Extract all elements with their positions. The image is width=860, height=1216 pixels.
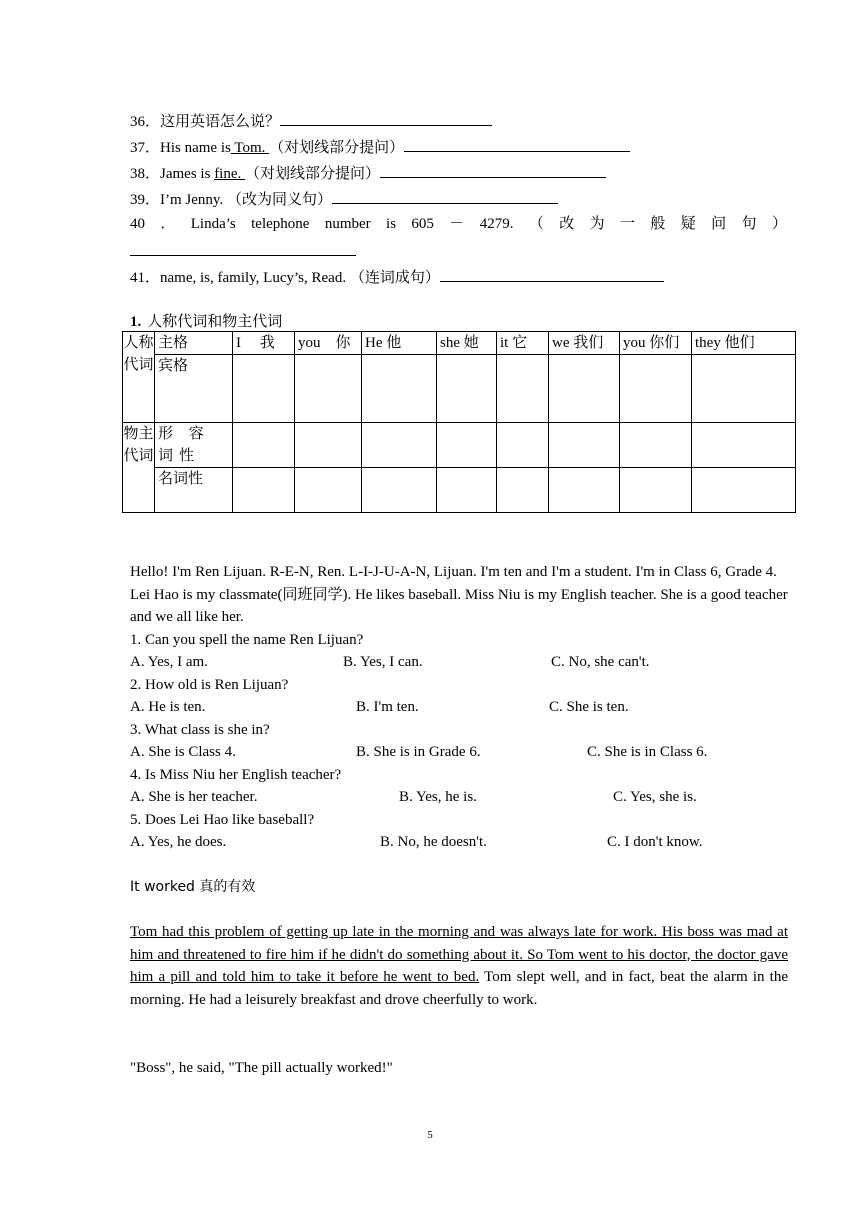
option-c[interactable]: C. I don't know. xyxy=(607,834,703,850)
reading-question-1: 1. Can you spell the name Ren Lijuan? xyxy=(130,632,364,648)
story-title: It worked 真的有效 xyxy=(130,879,256,895)
section-heading: 人称代词和物主代词 xyxy=(147,314,283,330)
page-number: 5 xyxy=(427,1129,433,1141)
question-text: I’m Jenny. （改为同义句） xyxy=(160,192,332,208)
question-38 xyxy=(130,162,606,184)
answer-cell[interactable] xyxy=(362,355,437,423)
answer-cell[interactable] xyxy=(362,423,437,468)
underlined-word: fine. xyxy=(214,166,246,182)
option-c[interactable]: C. No, she can't. xyxy=(551,654,650,670)
answer-cell[interactable] xyxy=(692,355,796,423)
underlined-word: Tom. xyxy=(230,140,270,156)
q40-token: 般 xyxy=(650,216,666,232)
option-b[interactable]: B. I'm ten. xyxy=(356,699,419,715)
option-b[interactable]: B. Yes, he is. xyxy=(399,789,477,805)
question-text: His name is xyxy=(160,140,231,156)
q40-token: 疑 xyxy=(680,216,696,232)
question-41 xyxy=(130,266,664,288)
q40-token: 改 xyxy=(559,216,575,232)
table-header-row xyxy=(123,332,796,355)
answer-cell[interactable] xyxy=(692,423,796,468)
answer-cell[interactable] xyxy=(437,468,497,513)
question-number: 39． xyxy=(130,192,161,208)
answer-cell[interactable] xyxy=(233,423,295,468)
question-number: 37． xyxy=(130,140,161,156)
answer-cell[interactable] xyxy=(295,423,362,468)
reading-passage: Hello! I'm Ren Lijuan. R-E-N, Ren. L-I-J-U-A-N, Lijuan. I'm ten and I'm a student. I'm in Class 6, Grade 4. Lei Hao is my classmate(同班同学). He likes baseball. Miss Niu is my English teacher. She is a good teacher and we all like her. xyxy=(130,564,788,625)
answer-cell[interactable] xyxy=(233,355,295,423)
option-c[interactable]: C. She is ten. xyxy=(549,699,629,715)
table-row xyxy=(123,468,796,513)
row-label: 名词性 xyxy=(155,468,233,513)
question-40 xyxy=(130,214,787,234)
question-text: James is xyxy=(160,166,215,182)
question-number: 41． xyxy=(130,270,161,286)
row-label: 形 容 词性 xyxy=(155,423,233,468)
q40-token: 问 xyxy=(711,216,727,232)
option-b[interactable]: B. Yes, I can. xyxy=(343,654,423,670)
q40-token: 40 xyxy=(130,216,145,232)
story-body xyxy=(130,921,788,1011)
section-number: 1. xyxy=(130,314,142,330)
q40-token: 605 xyxy=(411,216,434,232)
header-cell: it 它 xyxy=(497,332,549,355)
reading-question-3: 3. What class is she in? xyxy=(130,722,270,738)
option-b[interactable]: B. No, he doesn't. xyxy=(380,834,487,850)
story-underlined-text: Tom had this problem of getting up late in the morning and was always late for work. His boss was mad at him and threatened to fire him if he didn't do something about it. So Tom went to his doctor, the doctor gave him a pill and told him to take it before he went to bed. xyxy=(130,924,788,985)
question-36 xyxy=(130,110,492,132)
answer-cell[interactable] xyxy=(295,355,362,423)
answer-blank[interactable] xyxy=(440,266,664,282)
header-cell: He 他 xyxy=(362,332,437,355)
answer-cell[interactable] xyxy=(620,355,692,423)
question-text: 这用英语怎么说？ xyxy=(160,114,281,130)
question-37 xyxy=(130,136,630,158)
answer-cell[interactable] xyxy=(497,423,549,468)
q40-token: telephone xyxy=(251,216,310,232)
header-cell: they 他们 xyxy=(692,332,796,355)
section-title xyxy=(130,310,282,331)
option-a[interactable]: A. Yes, he does. xyxy=(130,834,227,850)
q40-token: 为 xyxy=(589,216,605,232)
answer-cell[interactable] xyxy=(437,355,497,423)
answer-blank[interactable] xyxy=(404,136,630,152)
answer-blank[interactable] xyxy=(130,240,356,256)
answer-cell[interactable] xyxy=(295,468,362,513)
header-cell: I 我 xyxy=(233,332,295,355)
group-label-possessive: 物主代词 xyxy=(123,423,155,513)
reading-question-5: 5. Does Lei Hao like baseball? xyxy=(130,812,315,828)
answer-cell[interactable] xyxy=(620,423,692,468)
option-a[interactable]: A. She is her teacher. xyxy=(130,789,258,805)
question-39 xyxy=(130,188,558,210)
question-number: 38． xyxy=(130,166,161,182)
q40-token: ． xyxy=(160,216,176,232)
q40-token: 句 xyxy=(741,216,757,232)
table-row xyxy=(123,423,796,468)
group-label-personal: 人称代词 xyxy=(123,332,155,423)
answer-cell[interactable] xyxy=(549,355,620,423)
answer-blank[interactable] xyxy=(332,188,558,204)
answer-blank[interactable] xyxy=(380,162,606,178)
answer-cell[interactable] xyxy=(620,468,692,513)
question-instruction: （对划线部分提问） xyxy=(245,166,381,182)
q40-token: number xyxy=(324,216,371,232)
q40-token: is xyxy=(386,216,397,232)
q40-token: － xyxy=(449,216,465,232)
reading-question-4: 4. Is Miss Niu her English teacher? xyxy=(130,767,342,783)
answer-cell[interactable] xyxy=(497,468,549,513)
option-a[interactable]: A. Yes, I am. xyxy=(130,654,208,670)
header-cell: she 她 xyxy=(437,332,497,355)
option-a[interactable]: A. He is ten. xyxy=(130,699,206,715)
q40-token: 4279. xyxy=(479,216,514,232)
header-cell: you 你 xyxy=(295,332,362,355)
header-cell: 主格 xyxy=(155,332,233,355)
q40-token: ） xyxy=(771,216,787,232)
reading-question-2: 2. How old is Ren Lijuan? xyxy=(130,677,289,693)
answer-cell[interactable] xyxy=(233,468,295,513)
q40-token: （ xyxy=(528,216,544,232)
question-text: name, is, family, Lucy’s, Read. （连词成句） xyxy=(160,270,440,286)
option-a[interactable]: A. She is Class 4. xyxy=(130,744,236,760)
q40-token: 一 xyxy=(619,216,635,232)
option-c[interactable]: C. Yes, she is. xyxy=(613,789,697,805)
story-text: Tom slept well, and in fact, beat the alarm in the morning. He had a leisurely breakfast and drove cheerfully to work. xyxy=(130,969,788,1008)
answer-cell[interactable] xyxy=(362,468,437,513)
q40-token: Linda’s xyxy=(190,216,236,232)
pronoun-table xyxy=(122,331,796,513)
answer-cell[interactable] xyxy=(692,468,796,513)
question-number: 36． xyxy=(130,114,161,130)
story-quote: "Boss", he said, "The pill actually worked!" xyxy=(130,1060,393,1076)
row-label: 宾格 xyxy=(155,355,233,423)
header-cell: you 你们 xyxy=(620,332,692,355)
answer-cell[interactable] xyxy=(549,423,620,468)
table-row xyxy=(123,355,796,423)
answer-blank[interactable] xyxy=(280,110,492,126)
answer-cell[interactable] xyxy=(497,355,549,423)
answer-cell[interactable] xyxy=(437,423,497,468)
option-b[interactable]: B. She is in Grade 6. xyxy=(356,744,481,760)
option-c[interactable]: C. She is in Class 6. xyxy=(587,744,708,760)
question-instruction: （对划线部分提问） xyxy=(269,140,405,156)
question-40-answer-line xyxy=(130,240,356,262)
header-cell: we 我们 xyxy=(549,332,620,355)
answer-cell[interactable] xyxy=(549,468,620,513)
